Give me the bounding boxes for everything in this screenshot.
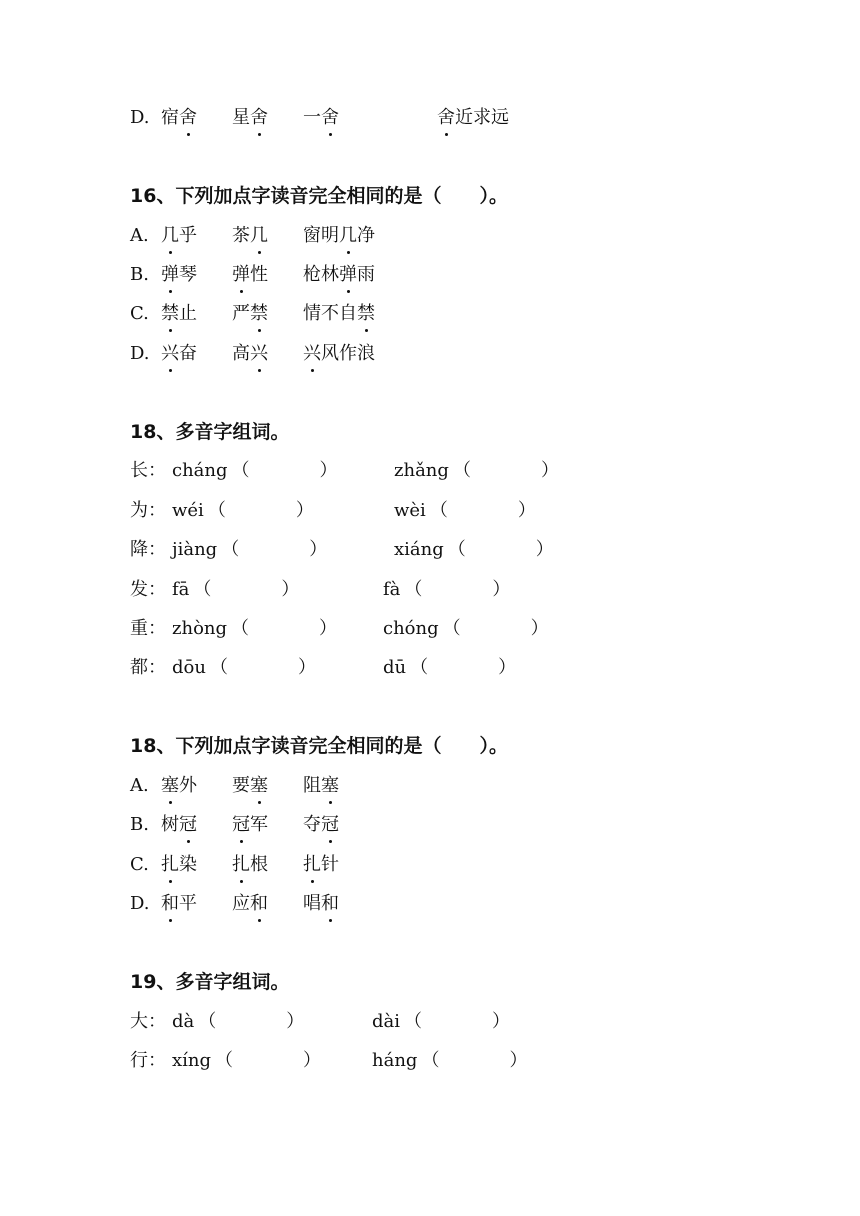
paren-close: ） (517, 500, 536, 521)
paren-close: ） (498, 657, 517, 678)
paren-close: ） (492, 579, 511, 600)
pinyin: fā (172, 579, 190, 600)
dotted-char: 禁 (161, 300, 179, 328)
q16-heading: 16、下列加点字读音完全相同的是（ ）。 (130, 185, 508, 207)
pinyin: wèi (394, 500, 426, 521)
pinyin: dū (383, 657, 407, 678)
q19-row (130, 1047, 527, 1075)
paren-open: （ (404, 1011, 423, 1032)
dotted-char: 冠 (232, 811, 250, 839)
word-text: 风作浪 (321, 343, 375, 364)
pinyin: xiáng (394, 539, 444, 560)
q18a-row (130, 654, 516, 682)
dotted-char: 几 (339, 222, 357, 250)
poly-char: 发： (130, 579, 166, 600)
poly-char: 重： (130, 618, 166, 639)
dotted-char: 和 (250, 890, 268, 918)
paren-close: ） (540, 460, 559, 481)
dotted-char: 弹 (161, 261, 179, 289)
dotted-char: 塞 (321, 772, 339, 800)
dotted-char: 几 (161, 222, 179, 250)
q16-option-c (130, 300, 375, 328)
option-word (232, 300, 303, 328)
option-word (232, 890, 303, 918)
q18a-heading: 18、多音字组词。 (130, 421, 290, 443)
option-word (303, 890, 339, 918)
poly-char: 都： (130, 657, 166, 678)
paren-open: （ (193, 579, 212, 600)
option-word (437, 104, 509, 132)
option-word (232, 261, 303, 289)
q18b-option-b (130, 811, 339, 839)
dotted-char: 扎 (232, 851, 250, 879)
word-text: 性 (250, 264, 268, 285)
paren-close: ） (295, 500, 314, 521)
pinyin-group-1 (172, 497, 394, 525)
q18b-option-d (130, 890, 339, 918)
q16-option-d (130, 340, 375, 368)
paren-close: ） (319, 618, 338, 639)
dotted-char: 舍 (437, 104, 455, 132)
word-text: 窗明 (303, 225, 339, 246)
paren-open: （ (215, 1050, 234, 1071)
q18a-row (130, 457, 559, 485)
poly-char: 为： (130, 500, 166, 521)
pinyin-group-1 (172, 654, 383, 682)
paren-open: （ (404, 579, 423, 600)
pinyin: háng (372, 1050, 418, 1071)
pinyin-group-1 (172, 1047, 372, 1075)
option-word (232, 104, 303, 132)
option-word (161, 890, 232, 918)
option-word (232, 340, 303, 368)
poly-char: 大： (130, 1011, 166, 1032)
q15-option-d (130, 104, 509, 132)
option-letter: D. (130, 343, 150, 364)
word-text: 茶 (232, 225, 250, 246)
word-text: 枪林 (303, 264, 339, 285)
dotted-char: 塞 (250, 772, 268, 800)
dotted-char: 冠 (179, 811, 197, 839)
word-text: 平 (179, 893, 197, 914)
poly-char: 行： (130, 1050, 166, 1071)
paren-open: （ (447, 539, 466, 560)
pinyin-group-2 (383, 654, 516, 682)
option-word (303, 222, 375, 250)
word-text: 琴 (179, 264, 197, 285)
word-text: 根 (250, 854, 268, 875)
pinyin-group-1 (172, 615, 383, 643)
option-word (161, 104, 232, 132)
paren-close: ） (319, 460, 338, 481)
paren-open: （ (221, 539, 240, 560)
word-text: 高 (232, 343, 250, 364)
word-text: 止 (179, 303, 197, 324)
poly-char: 长： (130, 460, 166, 481)
dotted-char: 禁 (250, 300, 268, 328)
option-letter: A. (130, 775, 149, 796)
pinyin-group-2 (383, 615, 549, 643)
option-word (161, 340, 232, 368)
option-word (303, 300, 375, 328)
dotted-char: 舍 (179, 104, 197, 132)
option-word (303, 811, 339, 839)
word-text: 唱 (303, 893, 321, 914)
dotted-char: 弹 (232, 261, 250, 289)
dotted-char: 舍 (321, 104, 339, 132)
paren-open: （ (452, 460, 471, 481)
pinyin: wéi (172, 500, 204, 521)
dotted-char: 兴 (250, 340, 268, 368)
word-text: 净 (357, 225, 375, 246)
dotted-char: 和 (321, 890, 339, 918)
option-word (232, 772, 303, 800)
dotted-char: 扎 (161, 851, 179, 879)
word-text: 应 (232, 893, 250, 914)
paren-close: ） (535, 539, 554, 560)
option-word (303, 104, 437, 132)
option-letter: B. (130, 264, 149, 285)
dotted-char: 和 (161, 890, 179, 918)
pinyin: zhǎng (394, 460, 449, 481)
dotted-char: 扎 (303, 851, 321, 879)
option-word (232, 851, 303, 879)
pinyin: dōu (172, 657, 206, 678)
word-text: 情不自 (303, 303, 357, 324)
pinyin: xíng (172, 1050, 212, 1071)
word-text: 树 (161, 814, 179, 835)
paren-close: ） (281, 579, 300, 600)
pinyin: fà (383, 579, 401, 600)
word-text: 近求远 (455, 107, 509, 128)
pinyin-group-1 (172, 1008, 372, 1036)
pinyin: dà (172, 1011, 195, 1032)
paren-open: （ (410, 657, 429, 678)
pinyin-group-2 (383, 576, 510, 604)
q18a-row (130, 615, 549, 643)
paren-open: （ (442, 618, 461, 639)
option-word (161, 851, 232, 879)
word-text: 军 (250, 814, 268, 835)
paren-open: （ (198, 1011, 217, 1032)
q19-heading: 19、多音字组词。 (130, 971, 290, 993)
paren-close: ） (303, 1050, 322, 1071)
pinyin-group-2 (394, 497, 536, 525)
paren-open: （ (429, 500, 448, 521)
pinyin: dài (372, 1011, 401, 1032)
q18b-option-c (130, 851, 339, 879)
paren-open: （ (421, 1050, 440, 1071)
paren-close: ） (509, 1050, 528, 1071)
word-text: 阻 (303, 775, 321, 796)
option-word (161, 261, 232, 289)
pinyin-group-2 (394, 536, 554, 564)
option-word (161, 222, 232, 250)
paren-close: ） (492, 1011, 511, 1032)
q18a-row (130, 536, 554, 564)
option-letter: C. (130, 303, 149, 324)
word-text: 一 (303, 107, 321, 128)
q16-option-b (130, 261, 375, 289)
q18b-heading: 18、下列加点字读音完全相同的是（ ）。 (130, 735, 508, 757)
pinyin-group-1 (172, 457, 394, 485)
pinyin: cháng (172, 460, 228, 481)
pinyin-group-2 (372, 1008, 510, 1036)
word-text: 针 (321, 854, 339, 875)
paren-open: （ (209, 657, 228, 678)
dotted-char: 舍 (250, 104, 268, 132)
dotted-char: 几 (250, 222, 268, 250)
q18a-row (130, 497, 536, 525)
option-word (303, 340, 375, 368)
option-word (303, 261, 375, 289)
pinyin: chóng (383, 618, 439, 639)
word-text: 宿 (161, 107, 179, 128)
q18a-row (130, 576, 510, 604)
pinyin-group-2 (372, 1047, 527, 1075)
option-word (303, 772, 339, 800)
option-letter: C. (130, 854, 149, 875)
option-word (161, 300, 232, 328)
word-text: 要 (232, 775, 250, 796)
pinyin-group-2 (394, 457, 559, 485)
option-letter: D. (130, 893, 150, 914)
option-word (161, 772, 232, 800)
pinyin-group-1 (172, 536, 394, 564)
dotted-char: 兴 (161, 340, 179, 368)
paren-close: ） (309, 539, 328, 560)
paren-open: （ (231, 460, 250, 481)
word-text: 乎 (179, 225, 197, 246)
option-word (232, 222, 303, 250)
dotted-char: 冠 (321, 811, 339, 839)
word-text: 雨 (357, 264, 375, 285)
option-word (161, 811, 232, 839)
dotted-char: 兴 (303, 340, 321, 368)
q16-option-a (130, 222, 375, 250)
word-text: 外 (179, 775, 197, 796)
paren-close: ） (286, 1011, 305, 1032)
word-text: 星 (232, 107, 250, 128)
option-letter: D. (130, 107, 150, 128)
dotted-char: 弹 (339, 261, 357, 289)
dotted-char: 塞 (161, 772, 179, 800)
option-word (232, 811, 303, 839)
word-text: 奋 (179, 343, 197, 364)
paren-open: （ (207, 500, 226, 521)
pinyin: zhòng (172, 618, 228, 639)
option-letter: A. (130, 225, 149, 246)
option-word (303, 851, 339, 879)
pinyin-group-1 (172, 576, 383, 604)
q18b-option-a (130, 772, 339, 800)
paren-open: （ (231, 618, 250, 639)
q19-row (130, 1008, 510, 1036)
word-text: 严 (232, 303, 250, 324)
paren-close: ） (297, 657, 316, 678)
option-letter: B. (130, 814, 149, 835)
dotted-char: 禁 (357, 300, 375, 328)
pinyin: jiàng (172, 539, 218, 560)
paren-close: ） (530, 618, 549, 639)
poly-char: 降： (130, 539, 166, 560)
word-text: 夺 (303, 814, 321, 835)
word-text: 染 (179, 854, 197, 875)
